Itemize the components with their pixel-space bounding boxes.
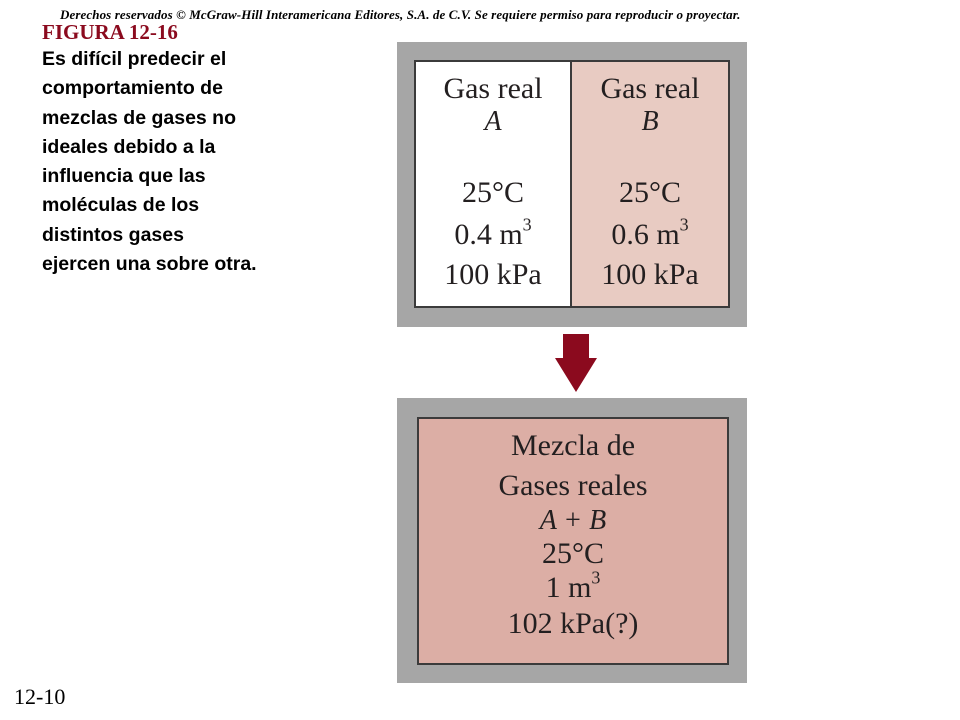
gas-a-pressure: 100 kPa (444, 258, 542, 291)
separated-gases-tank (414, 60, 730, 308)
mixture-container (397, 398, 747, 683)
gas-a-letter: A (484, 106, 502, 137)
gas-b-letter: B (641, 106, 659, 137)
slide-number: 12-10 (14, 684, 66, 709)
gas-b-volume: 0.6 $m^3$ (611, 214, 689, 251)
copyright-notice: Derechos reservados © McGraw-Hill Interamericana Editores, S.A. de C.V. Se requiere permiso para reproducir o proyectar. (60, 7, 741, 22)
gas-a-volume: 0.4 $m^3$ (454, 214, 532, 251)
mixture-volume: 1 $m^3$ (545, 567, 601, 604)
mixture-composition: A + B (539, 505, 607, 536)
mixture-tank (417, 417, 729, 665)
figure-caption: Es difícil predecir el comportamiento de mezclas de gases no ideales debido a la influencia que las moléculas de los distintos gases ejercen una sobre otra. (42, 48, 257, 276)
arrow-shape (555, 334, 597, 392)
mixture-temperature: 25°C (541, 537, 604, 570)
gas-b-name: Gas real (600, 72, 700, 105)
down-arrow-icon (555, 334, 597, 392)
mixture-pressure: 102 kPa(?) (507, 607, 639, 640)
gas-b-temperature: 25°C (618, 176, 681, 209)
gas-a-name: Gas real (443, 72, 543, 105)
gas-a-temperature: 25°C (461, 176, 524, 209)
mixture-title-line1: Mezcla de (510, 429, 636, 462)
mixture-title-line2: Gases reales (498, 469, 648, 502)
gas-b-chamber (572, 62, 728, 306)
figure-title: FIGURA 12-16 (42, 20, 178, 44)
gas-b-pressure: 100 kPa (601, 258, 699, 291)
separated-gases-container (397, 42, 747, 327)
gas-a-chamber (416, 62, 572, 306)
